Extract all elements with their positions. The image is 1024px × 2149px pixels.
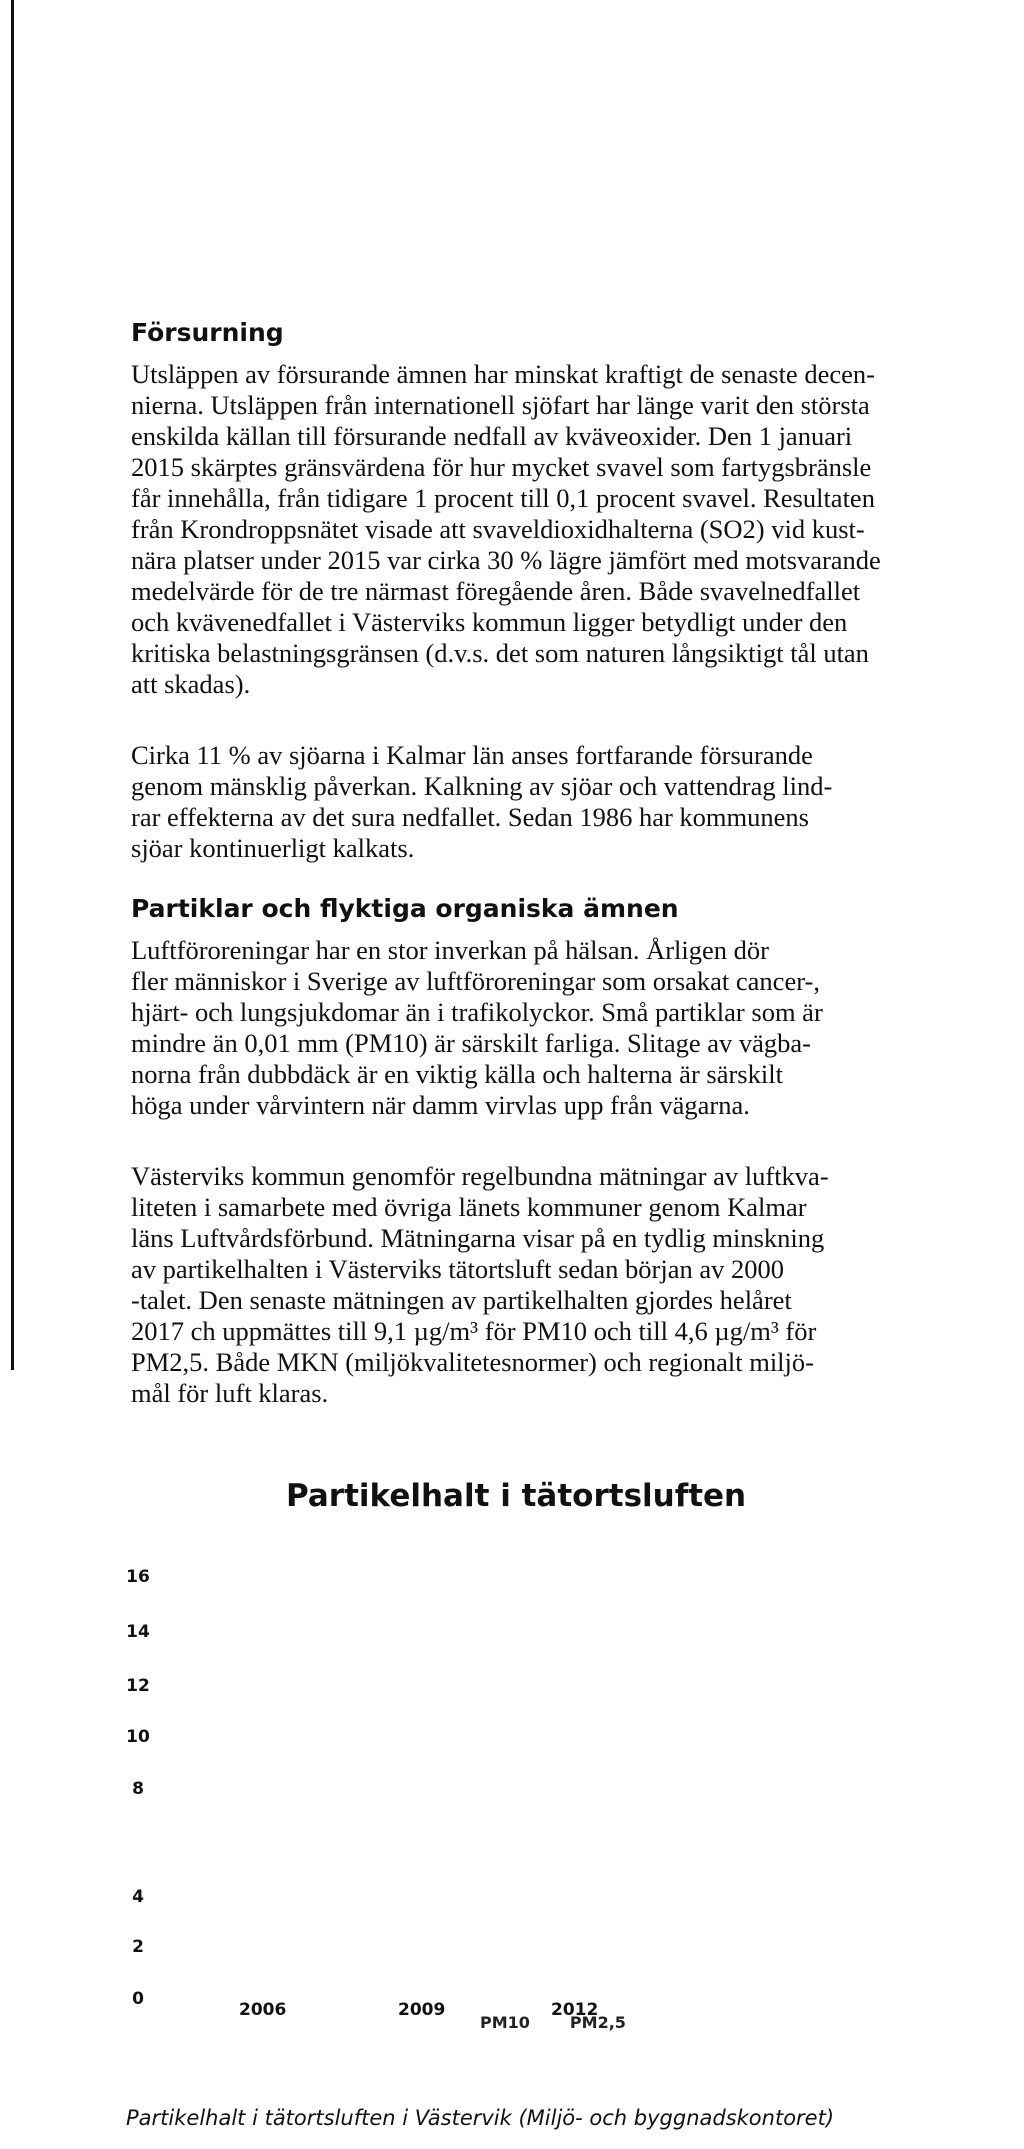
paragraph-gap [131,1121,1001,1161]
text-line: fler människor i Sverige av luftföroreningar som orsakat cancer-, [131,966,820,996]
y-tick-label: 4 [132,1887,144,1907]
y-tick-label: 2 [132,1937,144,1957]
figure-caption: Partikelhalt i tätortsluften i Västervik (Miljö- och byggnadskontoret) [126,2106,835,2130]
chart-title: Partikelhalt i tätortsluften [286,1478,747,1514]
margin-rule [11,0,14,1370]
x-tick-label: 2006 [239,2000,287,2020]
text-line: 2017 ch uppmättes till 9,1 µg/m³ för PM10 och till 4,6 µg/m³ för [131,1316,817,1346]
text-line: att skadas). [131,669,251,699]
text-line: mål för luft klaras. [131,1378,329,1408]
section-gap [131,864,1001,894]
x-tick-label: 2012 [551,2000,599,2020]
section-heading: Partiklar och flyktiga organiska ämnen [131,894,679,923]
text-line: norna från dubbdäck är en viktig källa och halterna är särskilt [131,1059,783,1089]
text-line: Västerviks kommun genomför regelbundna mätningar av luftkva- [131,1161,829,1191]
text-line: kritiska belastningsgränsen (d.v.s. det som naturen långsiktigt tål utan [131,638,869,668]
body-paragraph [131,740,1001,864]
y-tick-label: 12 [126,1676,150,1696]
body-paragraph [131,1161,1001,1409]
body-paragraph [131,935,1001,1121]
text-line: 2015 skärptes gränsvärdena för hur mycket svavel som fartygsbränsle [131,452,872,482]
text-line: liteten i samarbete med övriga länets kommuner genom Kalmar [131,1192,807,1222]
body-paragraph [131,359,1001,700]
text-line: får innehålla, från tidigare 1 procent till 0,1 procent svavel. Resultaten [131,483,875,513]
section-heading: Försurning [131,318,284,347]
text-line: nära platser under 2015 var cirka 30 % lägre jämfört med motsvarande [131,545,881,575]
text-line: läns Luftvårdsförbund. Mätningarna visar på en tydlig minskning [131,1223,825,1253]
text-line: genom mänsklig påverkan. Kalkning av sjöar och vattendrag lind- [131,771,833,801]
text-line: från Krondroppsnätet visade att svaveldioxidhalterna (SO2) vid kust- [131,514,865,544]
text-line: hjärt- och lungsjukdomar än i trafikolyckor. Små partiklar som är [131,997,823,1027]
text-line: sjöar kontinuerligt kalkats. [131,833,415,863]
y-tick-label: 8 [132,1779,144,1799]
text-line: PM2,5. Både MKN (miljökvalitetesnormer) och regionalt miljö- [131,1347,814,1377]
text-line: enskilda källan till försurande nedfall av kväveoxider. Den 1 januari [131,421,853,451]
text-line: Cirka 11 % av sjöarna i Kalmar län anses fortfarande försurande [131,740,813,770]
y-tick-label: 14 [126,1622,150,1642]
paragraph-gap [131,700,1001,740]
document-body [131,318,1001,1409]
legend-entry: PM10 [480,2013,530,2032]
text-line: rar effekterna av det sura nedfallet. Sedan 1986 har kommunens [131,802,809,832]
text-line: och kvävenedfallet i Västerviks kommun ligger betydligt under den [131,607,848,637]
y-tick-label: 16 [126,1567,150,1587]
y-tick-label: 0 [132,1989,144,2009]
text-line: Utsläppen av försurande ämnen har minskat kraftigt de senaste decen- [131,359,875,389]
y-tick-label: 10 [126,1727,150,1747]
text-line: av partikelhalten i Västerviks tätortsluft sedan början av 2000 [131,1254,785,1284]
particle-chart [120,1540,720,2010]
text-line: medelvärde för de tre närmast föregående åren. Både svavelnedfallet [131,576,861,606]
x-tick-label: 2009 [398,2000,446,2020]
text-line: Luftföroreningar har en stor inverkan på hälsan. Årligen dör [131,935,769,965]
text-line: mindre än 0,01 mm (PM10) är särskilt farliga. Slitage av vägba- [131,1028,811,1058]
text-line: höga under vårvintern när damm virvlas upp från vägarna. [131,1090,750,1120]
text-line: -talet. Den senaste mätningen av partikelhalten gjordes helåret [131,1285,792,1315]
text-line: nierna. Utsläppen från internationell sjöfart har länge varit den största [131,390,870,420]
legend-entry: PM2,5 [569,2013,626,2032]
